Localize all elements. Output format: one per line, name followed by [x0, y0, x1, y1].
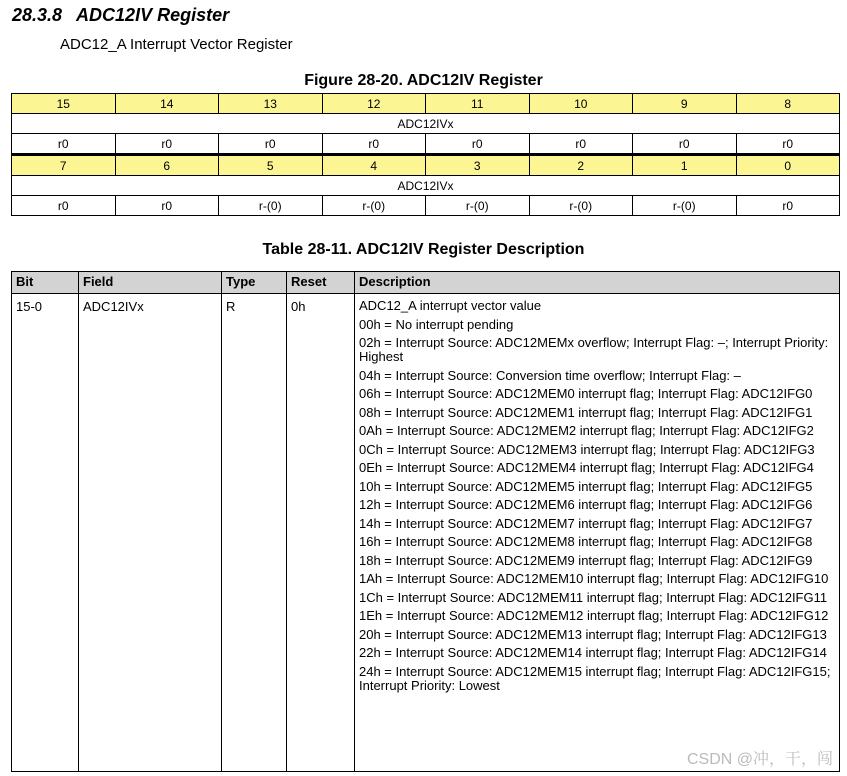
description-line: 0Ah = Interrupt Source: ADC12MEM2 interrupt flag; Interrupt Flag: ADC12IFG2 [359, 423, 814, 438]
access-type: r0 [633, 134, 737, 155]
bit-number: 12 [322, 94, 426, 114]
header-reset: Reset [287, 272, 355, 294]
description-line: 20h = Interrupt Source: ADC12MEM13 interrupt flag; Interrupt Flag: ADC12IFG13 [359, 626, 827, 642]
description-line: 02h = Interrupt Source: ADC12MEMx overflow; Interrupt Flag: –; Interrupt Priority: Highest [359, 335, 829, 364]
bit-number: 10 [529, 94, 633, 114]
header-type: Type [222, 272, 287, 294]
access-type: r0 [12, 196, 116, 216]
bit-number: 13 [219, 94, 323, 114]
watermark: CSDN @冲，干，闯 [686, 751, 833, 768]
access-type: r-(0) [633, 196, 737, 216]
bit-number: 5 [219, 155, 323, 176]
bit-number: 1 [633, 155, 737, 176]
access-type: r0 [322, 134, 426, 155]
access-type: r-(0) [529, 196, 633, 216]
description-line: 06h = Interrupt Source: ADC12MEM0 interrupt flag; Interrupt Flag: ADC12IFG0 [359, 386, 813, 401]
description-line: 16h = Interrupt Source: ADC12MEM8 interrupt flag; Interrupt Flag: ADC12IFG8 [359, 534, 813, 549]
bit-number: 9 [633, 94, 737, 114]
table-header-row [12, 272, 840, 294]
figure-caption: Figure 28-20. ADC12IV Register [304, 72, 543, 89]
access-type: r0 [529, 134, 633, 155]
field-name: ADC12IVx [12, 176, 840, 196]
description-line: 10h = Interrupt Source: ADC12MEM5 interrupt flag; Interrupt Flag: ADC12IFG5 [359, 478, 813, 494]
cell-field: ADC12IVx [79, 294, 222, 772]
description-line: 1Ah = Interrupt Source: ADC12MEM10 interrupt flag; Interrupt Flag: ADC12IFG10 [359, 571, 829, 586]
section-heading [12, 5, 243, 26]
access-type: r-(0) [426, 196, 530, 216]
access-type: r-(0) [219, 196, 323, 216]
description-line: 1Ch = Interrupt Source: ADC12MEM11 interrupt flag; Interrupt Flag: ADC12IFG11 [359, 589, 828, 605]
access-type: r0 [736, 134, 840, 155]
section-title: ADC12IV Register [76, 5, 230, 25]
bit-number: 0 [736, 155, 840, 176]
description-line: 00h = No interrupt pending [359, 316, 514, 332]
description-line: 12h = Interrupt Source: ADC12MEM6 interrupt flag; Interrupt Flag: ADC12IFG6 [359, 497, 813, 512]
bit-number: 2 [529, 155, 633, 176]
bit-number-row [12, 155, 840, 176]
description-line: 22h = Interrupt Source: ADC12MEM14 interrupt flag; Interrupt Flag: ADC12IFG14 [359, 645, 827, 660]
description-line: 08h = Interrupt Source: ADC12MEM1 interrupt flag; Interrupt Flag: ADC12IFG1 [359, 404, 813, 420]
field-row [12, 176, 840, 196]
header-bit: Bit [12, 272, 79, 294]
access-type: r0 [115, 196, 219, 216]
section-subtitle: ADC12_A Interrupt Vector Register [60, 36, 293, 53]
bit-number: 8 [736, 94, 840, 114]
cell-bit: 15-0 [12, 294, 79, 772]
bit-number: 6 [115, 155, 219, 176]
description-line: 24h = Interrupt Source: ADC12MEM15 interrupt flag; Interrupt Flag: ADC12IFG15; Interrupt Priority: Lowest [359, 663, 831, 693]
description-line: 14h = Interrupt Source: ADC12MEM7 interrupt flag; Interrupt Flag: ADC12IFG7 [359, 515, 813, 531]
access-type: r0 [115, 134, 219, 155]
header-field: Field [79, 272, 222, 294]
access-row [12, 196, 840, 216]
bit-number: 7 [12, 155, 116, 176]
description-line: 1Eh = Interrupt Source: ADC12MEM12 interrupt flag; Interrupt Flag: ADC12IFG12 [359, 608, 829, 623]
access-type: r0 [12, 134, 116, 155]
description-line: 0Eh = Interrupt Source: ADC12MEM4 interrupt flag; Interrupt Flag: ADC12IFG4 [359, 460, 814, 475]
field-name: ADC12IVx [12, 114, 840, 134]
bit-number: 3 [426, 155, 530, 176]
cell-description [355, 294, 840, 772]
table-row [12, 294, 840, 772]
access-row [12, 134, 840, 155]
bit-number-row [12, 94, 840, 114]
cell-reset: 0h [287, 294, 355, 772]
header-description: Description [355, 272, 840, 294]
bit-number: 14 [115, 94, 219, 114]
bit-number: 11 [426, 94, 530, 114]
register-diagram [11, 93, 840, 216]
section-number: 28.3.8 [12, 5, 63, 25]
description-line: 04h = Interrupt Source: Conversion time overflow; Interrupt Flag: – [359, 367, 741, 383]
field-row [12, 114, 840, 134]
access-type: r-(0) [322, 196, 426, 216]
access-type: r0 [736, 196, 840, 216]
description-line: ADC12_A interrupt vector value [359, 298, 542, 313]
access-type: r0 [219, 134, 323, 155]
register-description-table [11, 271, 840, 772]
description-line: 0Ch = Interrupt Source: ADC12MEM3 interrupt flag; Interrupt Flag: ADC12IFG3 [359, 441, 815, 457]
cell-type: R [222, 294, 287, 772]
bit-number: 4 [322, 155, 426, 176]
access-type: r0 [426, 134, 530, 155]
bit-number: 15 [12, 94, 116, 114]
table-caption: Table 28-11. ADC12IV Register Description [262, 241, 585, 258]
description-line: 18h = Interrupt Source: ADC12MEM9 interrupt flag; Interrupt Flag: ADC12IFG9 [359, 552, 813, 568]
